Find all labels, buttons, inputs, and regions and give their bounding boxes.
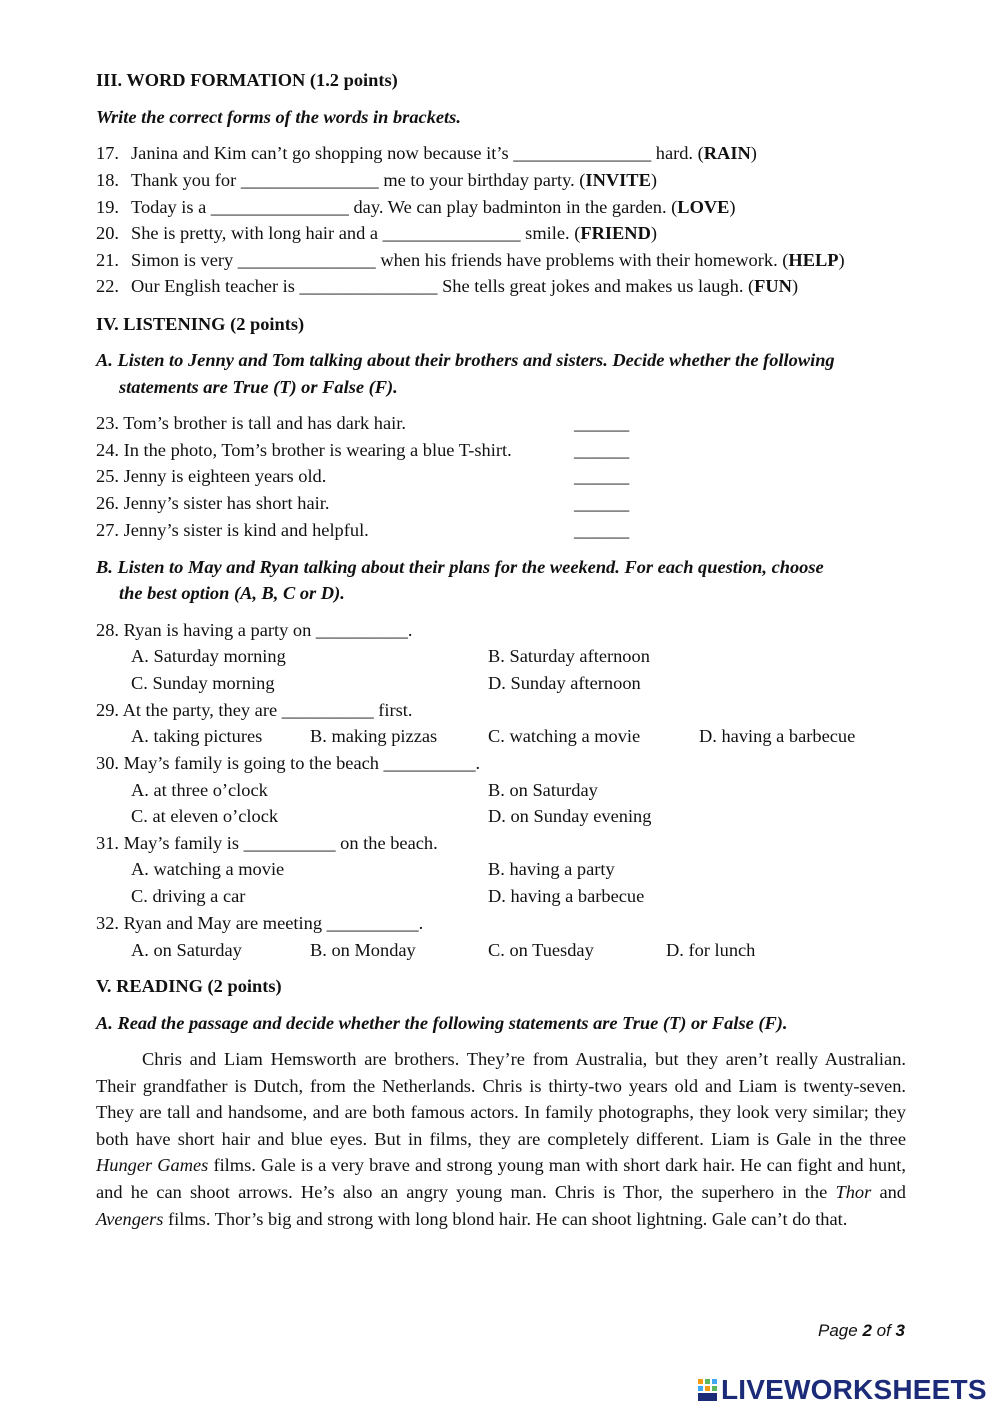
question-26: 26. Jenny’s sister has short hair. ______ (96, 490, 906, 517)
answer-blank[interactable]: _______________ (513, 143, 652, 163)
question-22: 22. Our English teacher is _______________ She tells great jokes and makes us laugh. (FUN) (96, 276, 799, 296)
section-3-title: III. WORD FORMATION (1.2 points) (96, 70, 398, 90)
liveworksheets-logo-text: LIVEWORKSHEETS (721, 1374, 987, 1405)
question-17: 17. Janina and Kim can’t go shopping now because it’s _______________ hard. (RAIN) (96, 143, 757, 163)
tf-answer-blank[interactable]: ______ (574, 466, 630, 486)
question-25: 25. Jenny is eighteen years old. ______ (96, 463, 906, 490)
question-29: 29. At the party, they are __________ first. (96, 700, 413, 720)
page-number: Page 2 of 3 (818, 1321, 905, 1340)
option-d[interactable]: D. for lunch (666, 940, 756, 960)
listening-a-instruction: A. Listen to Jenny and Tom talking about their brothers and sisters. Decide whether the following (96, 350, 835, 370)
question-28: 28. Ryan is having a party on __________. (96, 620, 413, 640)
question-31-options (131, 856, 831, 883)
section-4-title: IV. LISTENING (2 points) (96, 314, 305, 334)
answer-blank[interactable]: _______________ (382, 223, 521, 243)
answer-blank[interactable]: _______________ (299, 276, 438, 296)
question-18: 18. Thank you for _______________ me to your birthday party. (INVITE) (96, 170, 657, 190)
bracket-word: LOVE (677, 197, 730, 217)
question-30-options (131, 777, 831, 804)
option-a[interactable]: A. at three o’clock (131, 780, 268, 800)
answer-blank[interactable]: _______________ (237, 250, 376, 270)
option-b[interactable]: B. Saturday afternoon (488, 646, 650, 666)
film-title: Hunger Games (96, 1155, 209, 1176)
option-c[interactable]: C. on Tuesday (488, 940, 594, 960)
option-c[interactable]: C. watching a movie (488, 726, 641, 746)
question-21: 21. Simon is very _______________ when his friends have problems with their homework. (HELP) (96, 250, 845, 270)
reading-a-instruction: A. Read the passage and decide whether the following statements are True (T) or False (F). (96, 1013, 788, 1033)
tf-answer-blank[interactable]: ______ (574, 440, 630, 460)
section-3-instruction: Write the correct forms of the words in brackets. (96, 107, 461, 127)
bracket-word: INVITE (585, 170, 651, 190)
question-19: 19. Today is a _______________ day. We can play badminton in the garden. (LOVE) (96, 197, 736, 217)
answer-blank[interactable]: _______________ (240, 170, 379, 190)
liveworksheets-logo-icon (697, 1377, 719, 1403)
tf-answer-blank[interactable]: ______ (574, 413, 630, 433)
bracket-word: FRIEND (580, 223, 651, 243)
question-24: 24. In the photo, Tom’s brother is wearing a blue T-shirt. ______ (96, 437, 906, 464)
question-23: 23. Tom’s brother is tall and has dark hair. ______ (96, 410, 906, 437)
liveworksheets-logo[interactable] (697, 1374, 987, 1405)
option-a[interactable]: A. watching a movie (131, 859, 285, 879)
question-20: 20. She is pretty, with long hair and a _______________ smile. (FRIEND) (96, 223, 657, 243)
option-a[interactable]: A. on Saturday (131, 940, 242, 960)
option-d[interactable]: D. having a barbecue (699, 726, 856, 746)
listening-a-instruction-cont: statements are True (T) or False (F). (119, 377, 398, 397)
option-c[interactable]: C. Sunday morning (131, 673, 275, 693)
option-a[interactable]: A. taking pictures (131, 726, 263, 746)
question-29-options (131, 723, 906, 750)
option-b[interactable]: B. making pizzas (310, 726, 438, 746)
listening-b-instruction-cont: the best option (A, B, C or D). (119, 583, 345, 603)
question-30-options-2 (131, 803, 831, 830)
option-d[interactable]: D. Sunday afternoon (488, 673, 641, 693)
question-28-options-2 (131, 670, 831, 697)
option-c[interactable]: C. at eleven o’clock (131, 806, 279, 826)
question-32-options (131, 937, 906, 964)
option-d[interactable]: D. having a barbecue (488, 886, 645, 906)
option-d[interactable]: D. on Sunday evening (488, 806, 652, 826)
question-31-options-2 (131, 883, 831, 910)
question-28-options (131, 643, 831, 670)
answer-blank[interactable]: _______________ (210, 197, 349, 217)
film-title: Thor (835, 1181, 872, 1202)
option-b[interactable]: B. on Saturday (488, 780, 598, 800)
bracket-word: FUN (754, 276, 792, 296)
bracket-word: HELP (788, 250, 839, 270)
film-title: Avengers (96, 1208, 164, 1229)
option-a[interactable]: A. Saturday morning (131, 646, 286, 666)
question-31: 31. May’s family is __________ on the beach. (96, 833, 438, 853)
reading-passage: Chris and Liam Hemsworth are brothers. They’re from Australia, but they aren’t really Australian. Their grandfather is Dutch, from the Netherlands. Chris is thirty-two years old and Liam is twenty-seven. They are tall and handsome, and are both famous actors. In family photographs, they look very similar; they both have short hair and blue eyes. But in films, they are completely different. Liam is Gale in the three Hunger Games films. Gale is a very brave and strong young man with short dark hair. He can fight and hunt, and he can shoot arrows. He’s also an angry young man. Chris is Thor, the superhero in the Thor and Avengers films. Thor’s big and strong with long blond hair. He can shoot lightning. Gale can’t do that. (96, 1049, 907, 1229)
question-27: 27. Jenny’s sister is kind and helpful. ______ (96, 517, 906, 544)
option-b[interactable]: B. on Monday (310, 940, 416, 960)
tf-answer-blank[interactable]: ______ (574, 493, 630, 513)
section-5-title: V. READING (2 points) (96, 976, 282, 996)
listening-b-instruction: B. Listen to May and Ryan talking about their plans for the weekend. For each question, choose (96, 557, 824, 577)
question-30: 30. May’s family is going to the beach __________. (96, 753, 481, 773)
question-32: 32. Ryan and May are meeting __________. (96, 913, 424, 933)
tf-answer-blank[interactable]: ______ (574, 520, 630, 540)
bracket-word: RAIN (703, 143, 751, 163)
option-b[interactable]: B. having a party (488, 859, 615, 879)
option-c[interactable]: C. driving a car (131, 886, 246, 906)
